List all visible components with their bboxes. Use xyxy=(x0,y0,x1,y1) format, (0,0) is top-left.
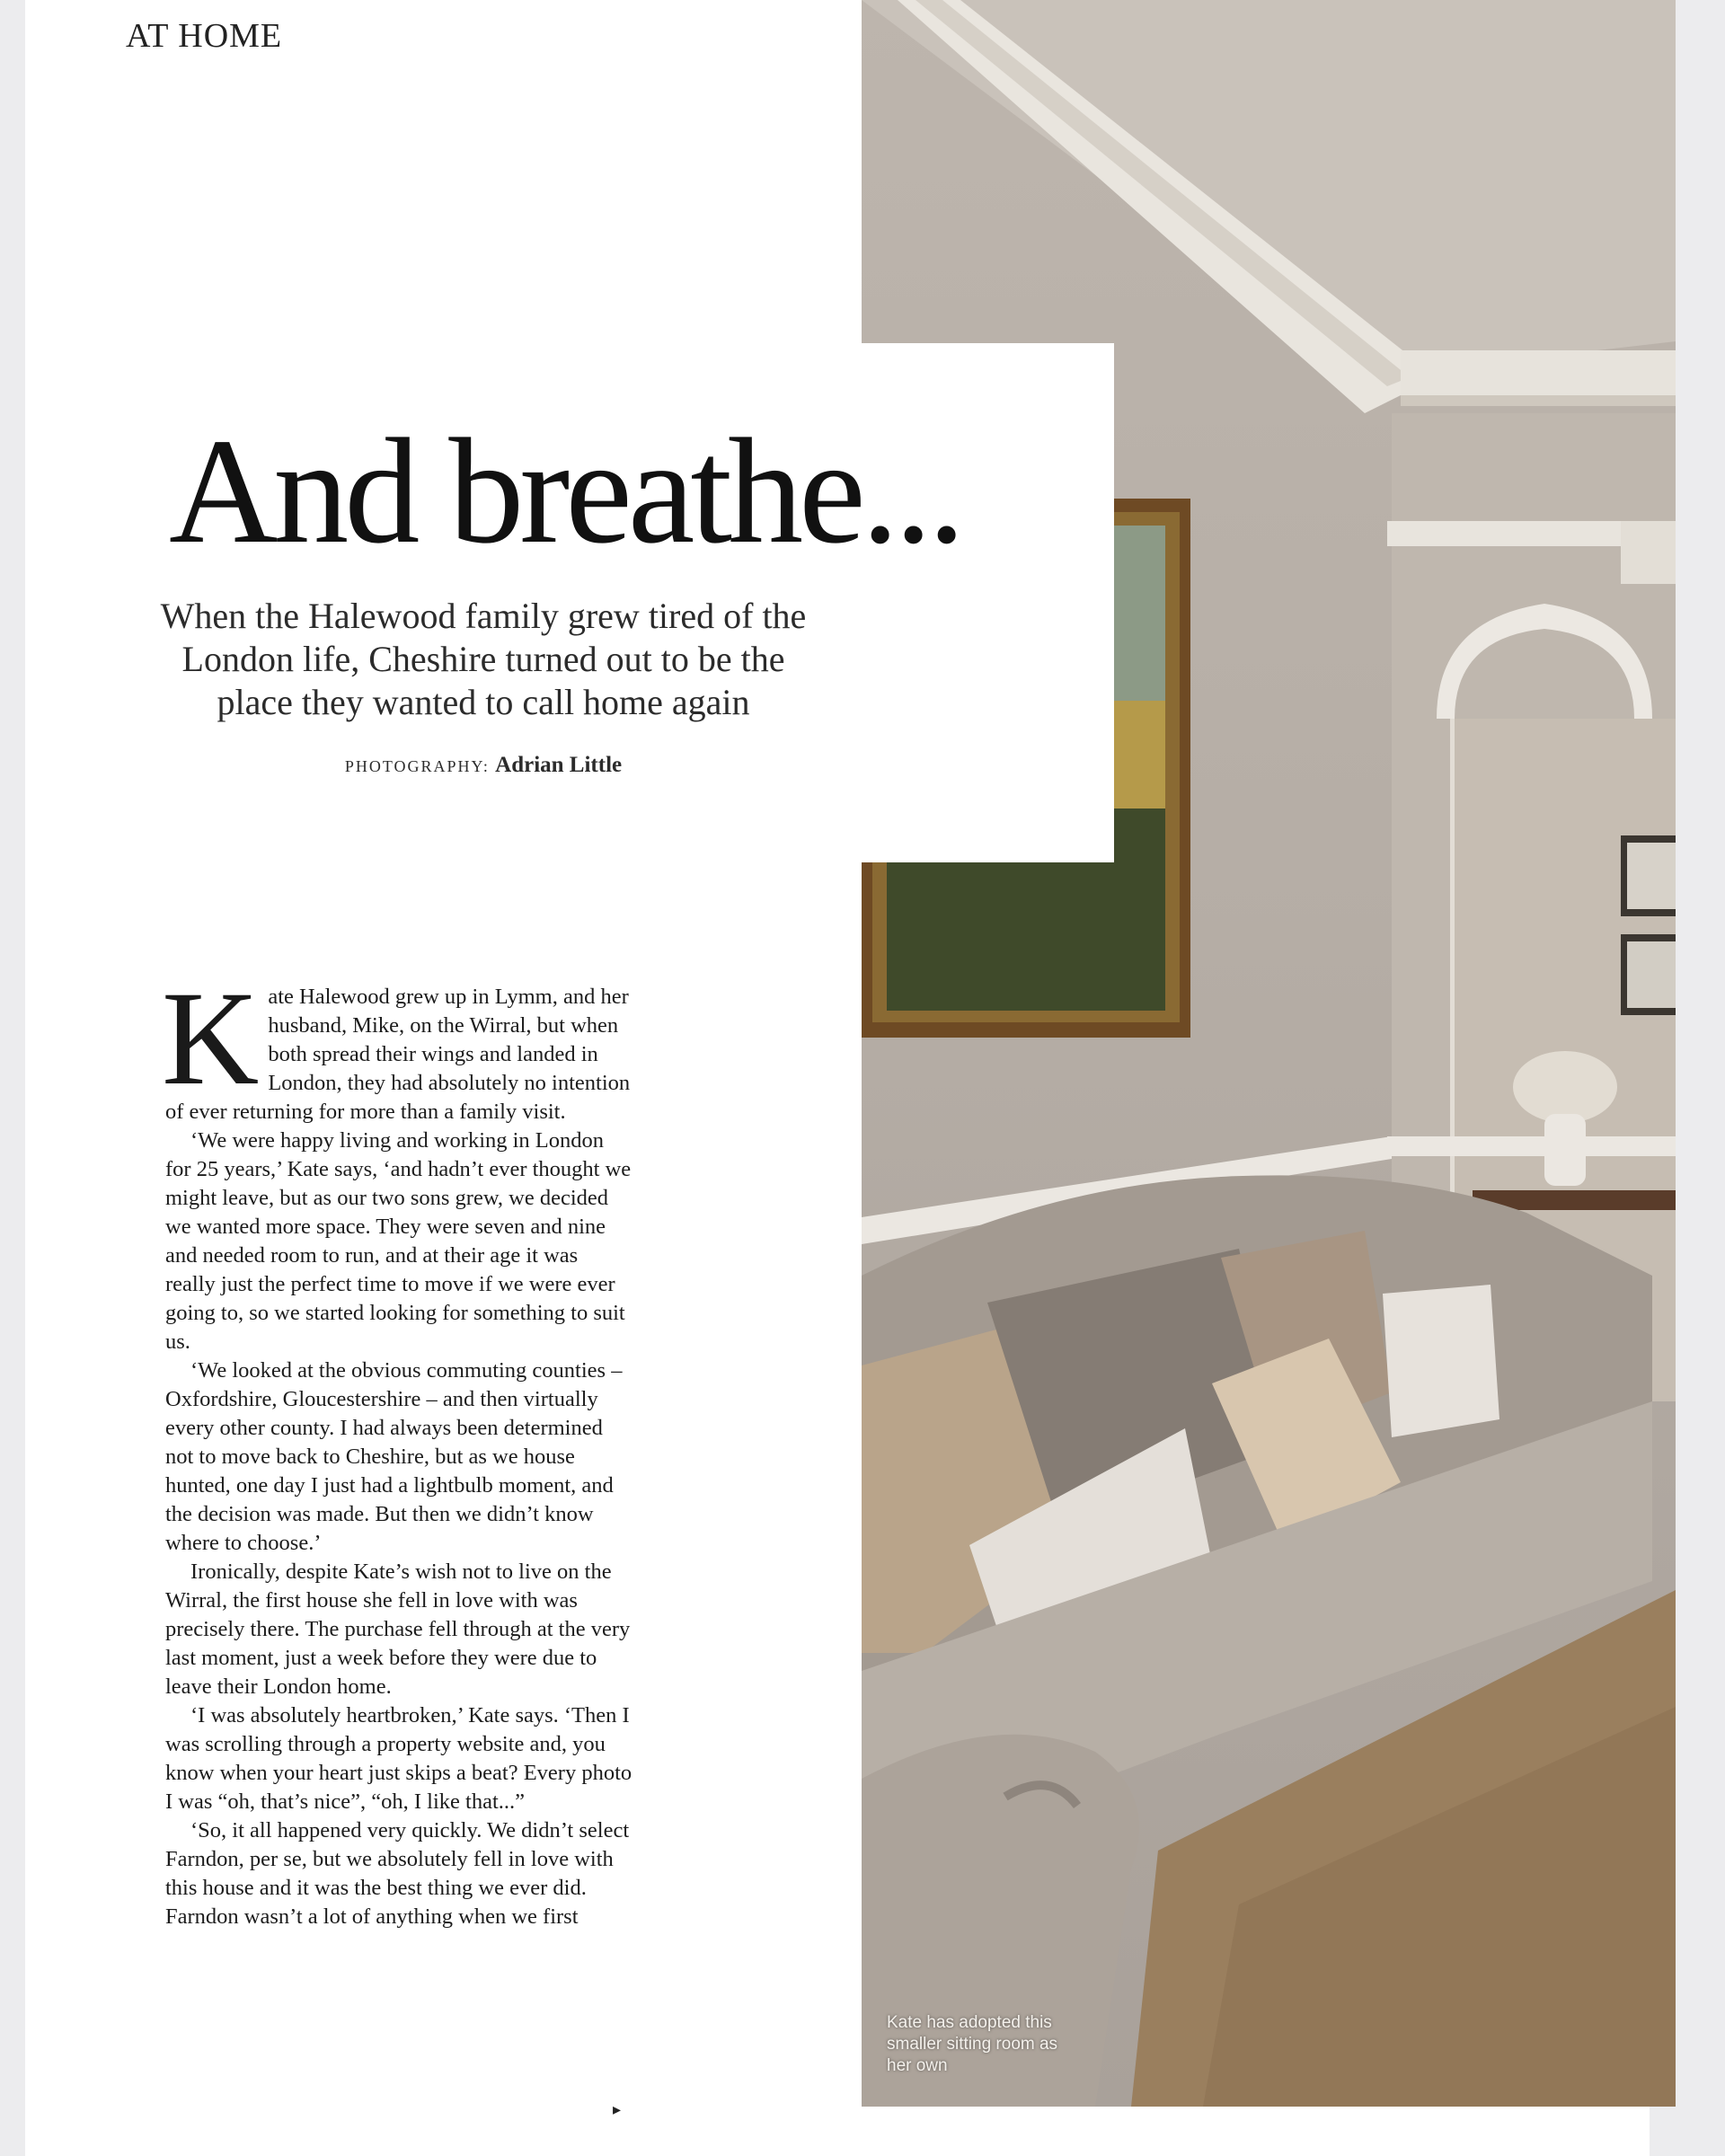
paragraph-text: ate Halewood grew up in Lymm, and her husband, Mike, on the Wirral, but when both spread their wings and landed in London, they had absolutely no intention of ever returning for more than a family visit. xyxy=(165,985,631,1124)
title-block xyxy=(25,343,1114,862)
magazine-page xyxy=(25,0,1650,2156)
article-paragraph xyxy=(162,964,632,1127)
article-paragraph: ‘I was absolutely heartbroken,’ Kate says. ‘Then I was scrolling through a property website and, you know when your heart just skips a beat? Every photo I was “oh, that’s nice”, “oh, I like that...” xyxy=(165,1703,632,1814)
credit-label: PHOTOGRAPHY: xyxy=(344,757,490,775)
continue-arrow-icon: ▸ xyxy=(613,2100,622,2118)
sitting-room-illustration xyxy=(862,0,1676,2107)
standfirst: When the Halewood family grew tired of the London life, Cheshire turned out to be the place they wanted to call home again xyxy=(160,596,807,722)
article-paragraph: ‘So, it all happened very quickly. We didn’t select Farndon, per se, but we absolutely fell in love with this house and it was the best thing we ever did. Farndon wasn’t a lot of anything when we first xyxy=(165,1818,630,1929)
sitting-room-photo xyxy=(862,0,1676,2107)
credit-name: Adrian Little xyxy=(495,753,623,777)
article-paragraph: Ironically, despite Kate’s wish not to live on the Wirral, the first house she fell in love with was precisely there. The purchase fell through at the very last moment, just a week before they were due to leave their London home. xyxy=(165,1560,631,1699)
article-body xyxy=(162,964,632,1931)
dropcap: K xyxy=(162,964,260,1113)
article-paragraph: ‘We looked at the obvious commuting counties – Oxfordshire, Gloucestershire – and then virtually every other county. I had always been determined not to move back to Cheshire, but as we house hunted, one day I just had a lightbulb moment, and the decision was made. But then we didn’t know where to choose.’ xyxy=(165,1358,623,1555)
article-paragraph: ‘We were happy living and working in London for 25 years,’ Kate says, ‘and hadn’t ever thought we might leave, but as our two sons grew, we decided we wanted more space. They were seven and nine and needed room to run, and at their age it was really just the perfect time to move if we were ever going to, so we started looking for something to suit us. xyxy=(165,1128,632,1354)
section-label: AT HOME xyxy=(126,17,283,55)
photo-credit xyxy=(160,753,807,778)
photo-caption: Kate has adopted this smaller sitting room as her own xyxy=(887,2013,1058,2075)
headline: And breathe... xyxy=(169,408,961,575)
